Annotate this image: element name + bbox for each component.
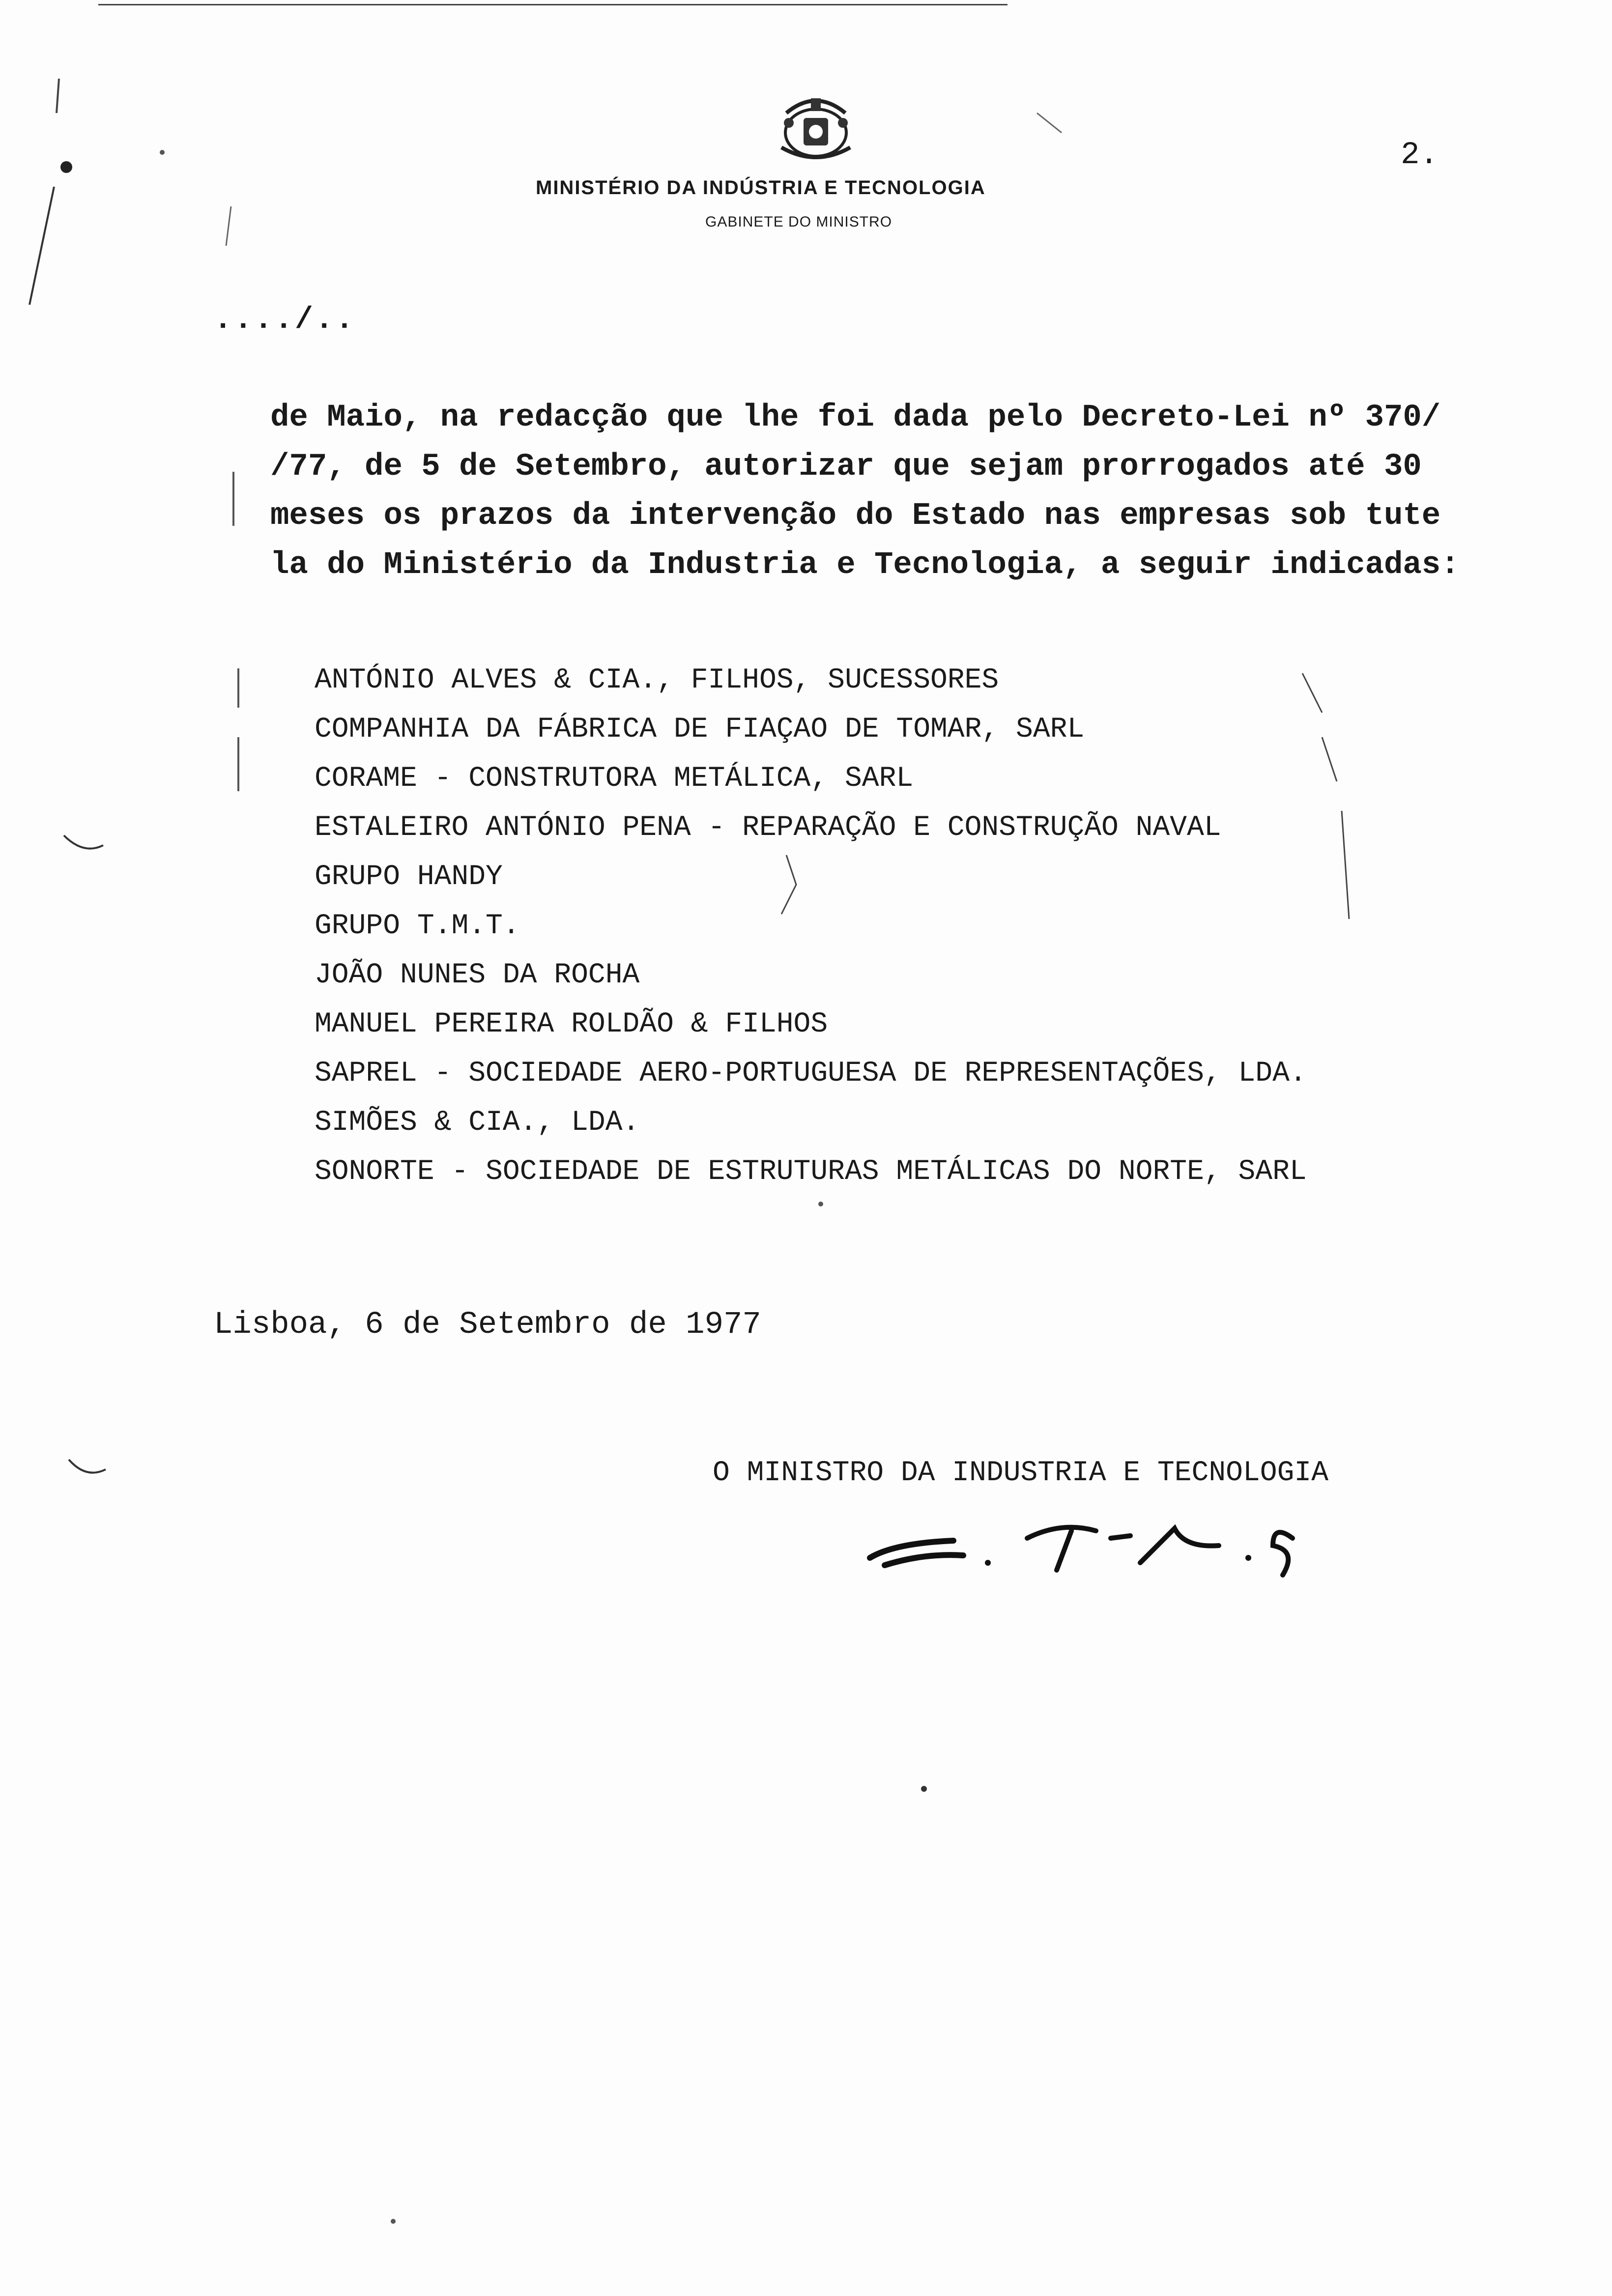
body-line: meses os prazos da intervenção do Estado nas empresas sob tute [270, 498, 1441, 534]
coat-of-arms-seal-icon [772, 93, 860, 162]
continuation-mark: ..../.. [214, 302, 356, 337]
place-date: Lisboa, 6 de Setembro de 1977 [214, 1307, 761, 1343]
body-line: /77, de 5 de Setembro, autorizar que sejam prorrogados até 30 [270, 449, 1422, 485]
company-item: JOÃO NUNES DA ROCHA [315, 959, 640, 991]
company-item: ANTÓNIO ALVES & CIA., FILHOS, SUCESSORES [315, 664, 999, 696]
signature-caption: O MINISTRO DA INDUSTRIA E TECNOLOGIA [713, 1457, 1329, 1489]
ministry-subtitle: GABINETE DO MINISTRO [705, 214, 892, 230]
page-number: 2. [1401, 138, 1439, 173]
handwritten-signature-icon [865, 1504, 1356, 1582]
company-item: ESTALEIRO ANTÓNIO PENA - REPARAÇÃO E CONSTRUÇÃO NAVAL [315, 812, 1221, 844]
company-list [315, 656, 1514, 1197]
company-item: CORAME - CONSTRUTORA METÁLICA, SARL [315, 763, 914, 795]
company-item: COMPANHIA DA FÁBRICA DE FIAÇAO DE TOMAR, SARL [315, 714, 1085, 746]
company-item: SIMÕES & CIA., LDA. [315, 1107, 640, 1139]
company-item: SONORTE - SOCIEDADE DE ESTRUTURAS METÁLICAS DO NORTE, SARL [315, 1156, 1307, 1188]
company-item: MANUEL PEREIRA ROLDÃO & FILHOS [315, 1008, 828, 1040]
ministry-title: MINISTÉRIO DA INDÚSTRIA E TECNOLOGIA [536, 177, 986, 199]
company-item: GRUPO HANDY [315, 861, 503, 893]
body-line: la do Ministério da Industria e Tecnologia, a seguir indicadas: [270, 547, 1460, 583]
body-line: de Maio, na redacção que lhe foi dada pelo Decreto-Lei nº 370/ [270, 400, 1441, 435]
company-item: GRUPO T.M.T. [315, 910, 520, 942]
body-paragraph [270, 393, 1528, 590]
company-item: SAPREL - SOCIEDADE AERO-PORTUGUESA DE REPRESENTAÇÕES, LDA. [315, 1058, 1307, 1090]
scan-edge-line [98, 4, 1008, 5]
